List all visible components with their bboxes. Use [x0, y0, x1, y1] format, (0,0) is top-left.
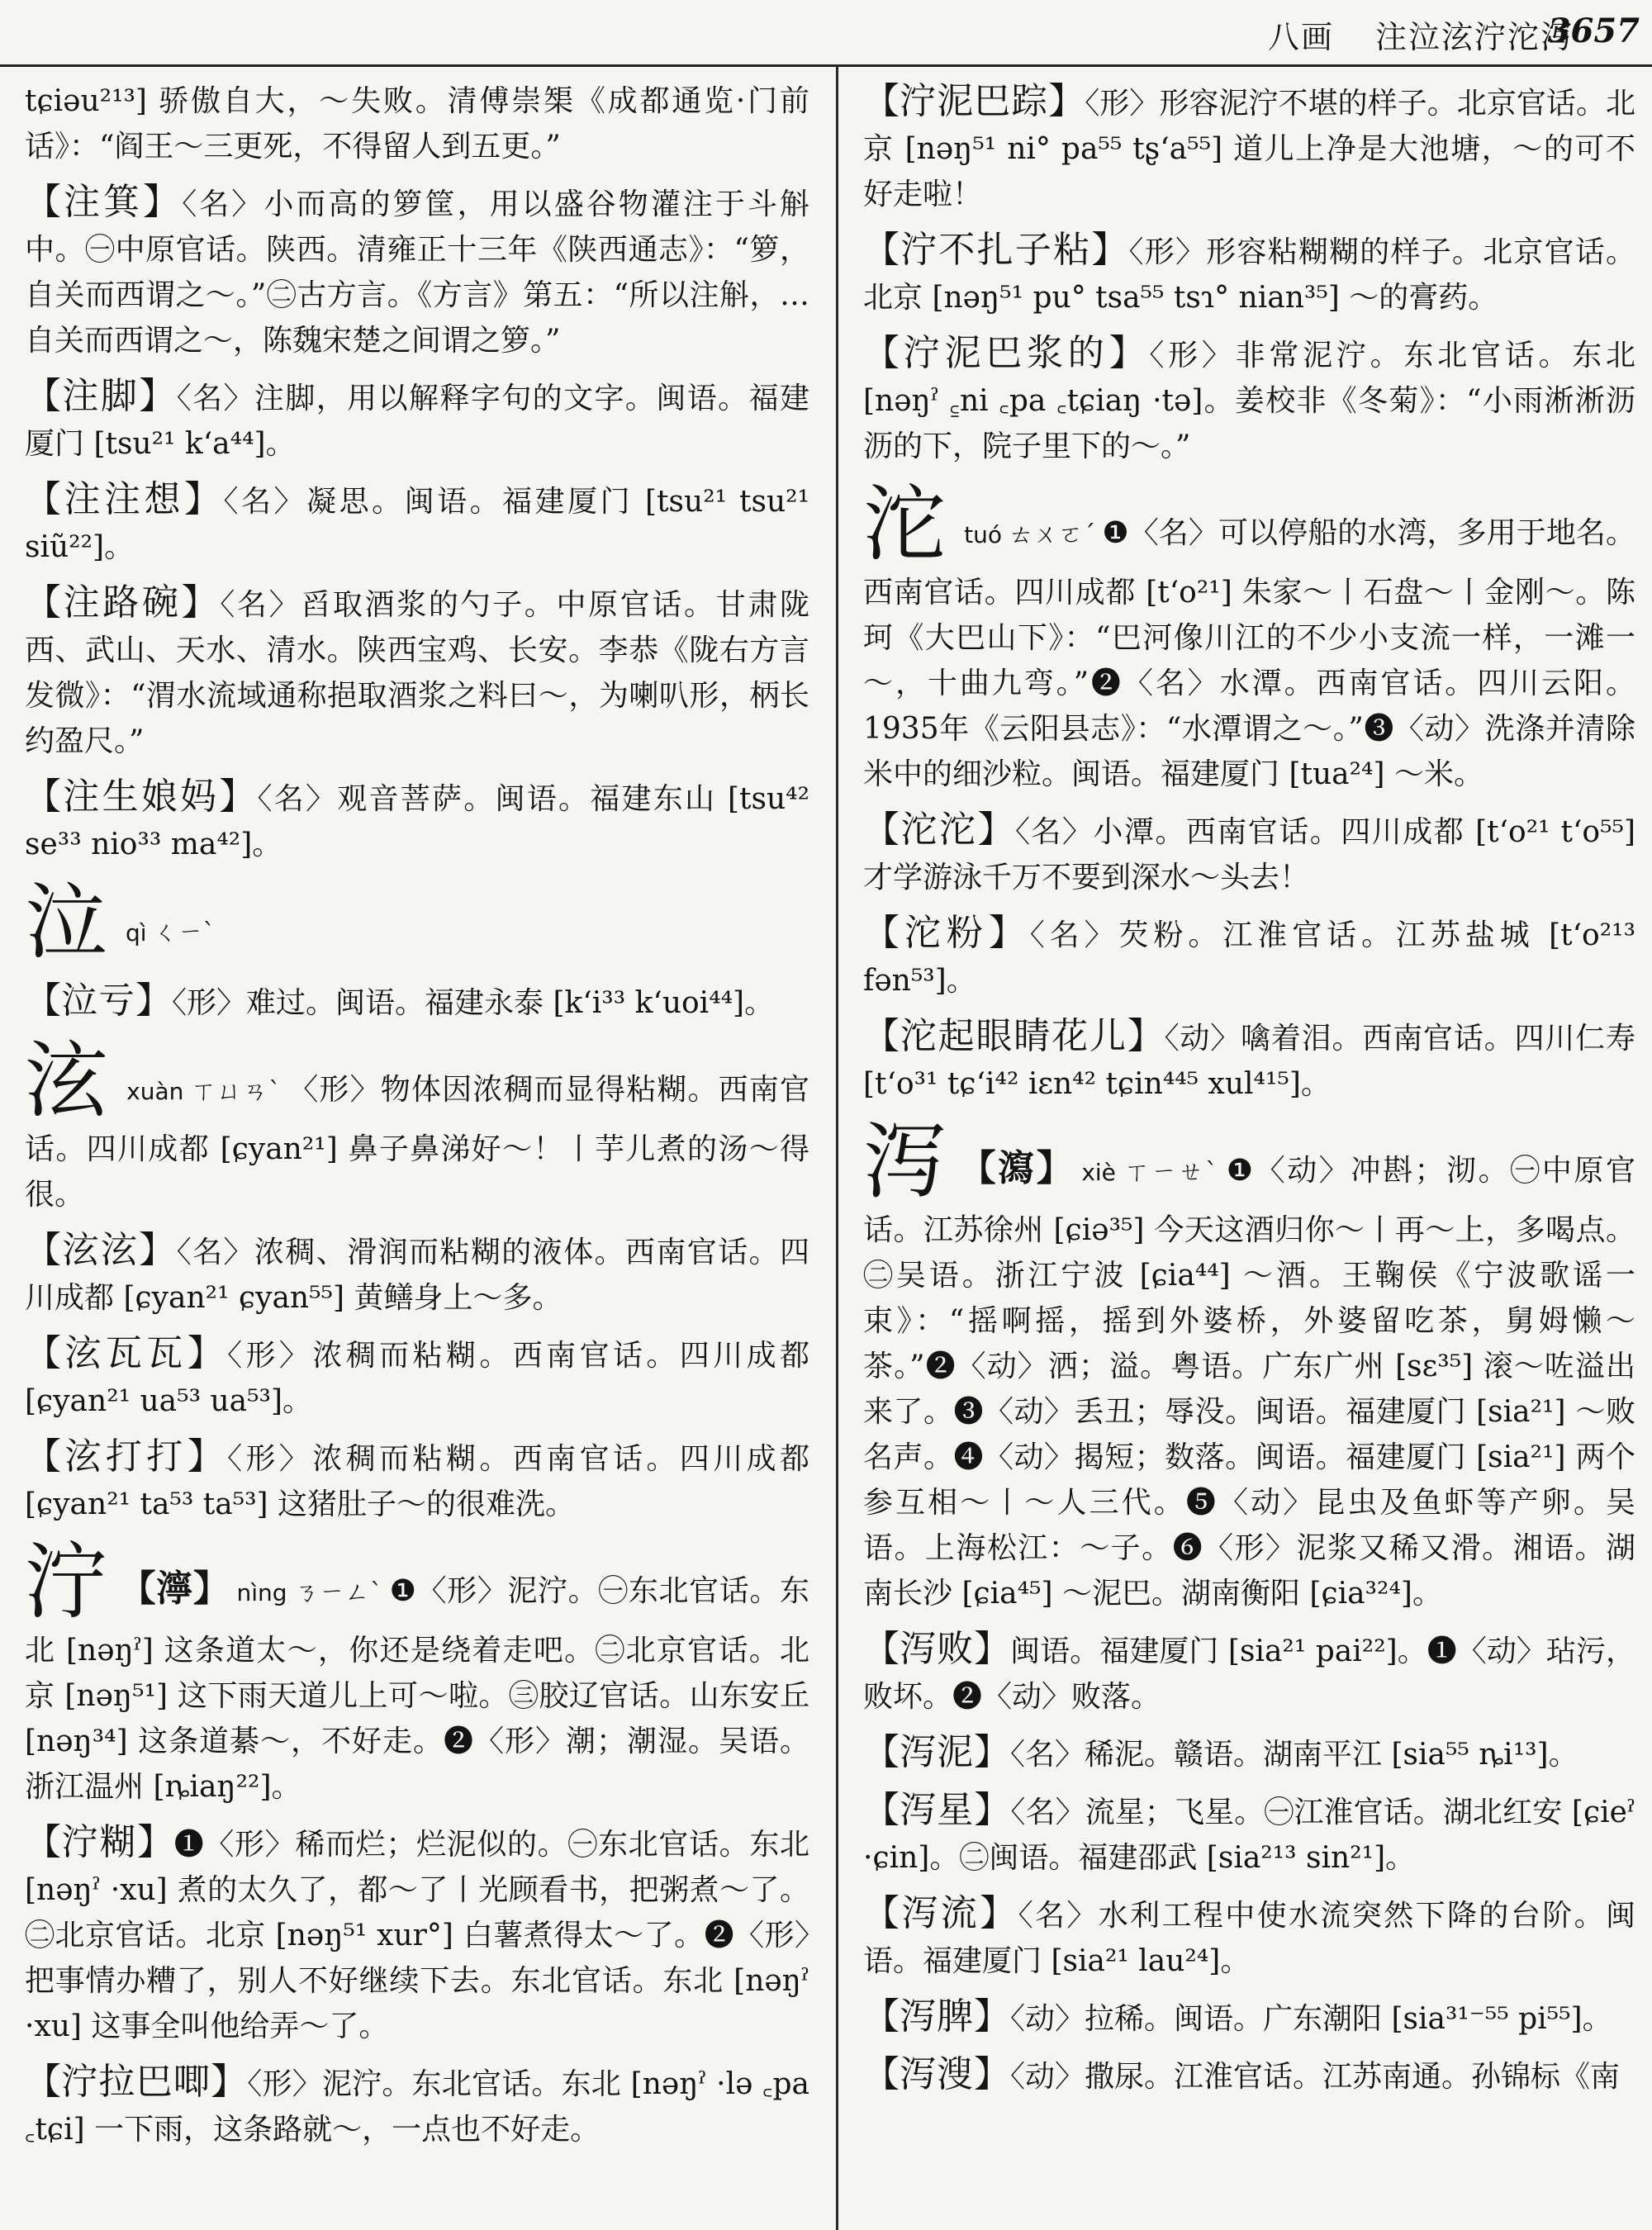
bracket-close: 】 — [184, 478, 224, 520]
bracket-open: 【 — [863, 1789, 900, 1831]
entry-term: 注路碗 — [63, 581, 182, 624]
headword-character: 泣 — [25, 874, 107, 970]
entry-term: 沱粉 — [904, 912, 989, 954]
entry-definition: 〈形〉形容粘糊糊的样子。北京官话。北京 [nəŋ⁵¹ pu° tsa⁵⁵ tsɿ° nian³⁵] ～的膏药。 — [863, 235, 1635, 315]
headword-character: 泻 — [863, 1113, 948, 1210]
bracket-close: 】 — [181, 581, 221, 624]
bracket-close: 】 — [137, 1821, 174, 1863]
entry-definition: ❶〈形〉稀而烂；烂泥似的。㊀东北官话。东北 [nəŋˀ ·xu] 煮的太久了，都～了丨光顾看书，把粥煮～了。㊁北京官话。北京 [nəŋ⁵¹ xur°] 白薯煮得太～了。❷〈形〉把事情办糟了，别人不好继续下去。东北官话。东北 [nəŋˀ ·xu] 这事全叫他给弄～了。 — [25, 1828, 809, 2043]
headword-bopomofo: ㄒㄩㄢˋ — [190, 1077, 282, 1106]
dictionary-entry — [863, 1994, 1635, 2042]
entry-term: 沱起眼睛花儿 — [900, 1015, 1127, 1057]
headword-character: 泞 — [25, 1534, 108, 1630]
entry-definition: 〈名〉稀泥。赣语。湖南平江 [sia⁵⁵ ȵi¹³]。 — [1010, 1738, 1578, 1772]
dictionary-entry — [863, 1626, 1635, 1720]
entry-definition: ❶〈形〉泥泞。㊀东北官话。东北 [nəŋˀ] 这条道太～，你还是绕着走吧。㊁北京官话。北京 [nəŋ⁵¹] 这下雨天道儿上可～啦。㊂胶辽官话。山东安丘 [nəŋ³⁴] 这条道綦～，不好走。❷〈形〉潮；潮湿。吴语。浙江温州 [ȵiaŋ²²]。 — [25, 1574, 809, 1804]
bracket-open: 【 — [25, 980, 61, 1022]
headword-character: 沱 — [863, 476, 947, 572]
bracket-close: 】 — [187, 1435, 228, 1478]
bracket-open: 【 — [863, 1015, 900, 1057]
headword-entry — [863, 1113, 1635, 1616]
entry-term: 沱沱 — [900, 809, 978, 851]
dictionary-entry — [25, 1434, 809, 1527]
traditional-form: 【瀉】 — [959, 1147, 1075, 1189]
dictionary-entry — [25, 477, 809, 570]
dictionary-entry — [863, 1891, 1635, 1984]
headword-pinyin: xiè — [1081, 1159, 1116, 1186]
dictionary-entry — [863, 1013, 1635, 1107]
entry-definition: 〈名〉流星；飞星。㊀江淮官话。湖北红安 [ɕieˀ ·ɕin]。㊁闽语。福建邵武 [sia²¹³ sin²¹]。 — [863, 1796, 1635, 1875]
entry-definition: 〈名〉注脚，用以解释字句的文字。闽语。福建厦门 [tsu²¹ k‘a⁴⁴]。 — [25, 382, 809, 461]
header-stroke-count: 八画 — [1267, 19, 1334, 55]
bracket-open: 【 — [863, 2053, 900, 2095]
entry-term: 注脚 — [62, 375, 140, 417]
bracket-close: 】 — [988, 912, 1030, 954]
entry-term: 泞泥巴踪 — [900, 80, 1049, 122]
bracket-open: 【 — [863, 1995, 900, 2038]
entry-definition: 〈名〉凝思。闽语。福建厦门 [tsu²¹ tsu²¹ siũ²²]。 — [25, 485, 809, 564]
dictionary-entry — [25, 373, 809, 467]
entry-term: 注生娘妈 — [63, 776, 220, 818]
bracket-close: 】 — [1127, 1015, 1165, 1057]
headword-bopomofo: ㄑㄧˋ — [153, 918, 216, 947]
entry-definition: 〈名〉小而高的箩筐，用以盛谷物灌注于斗斛中。㊀中原官话。陕西。清雍正十三年《陕西通志》：“箩，自关而西谓之～。”㊁古方言。《方言》第五：“所以注斛，…自关而西谓之～，陈魏宋楚之间谓之箩。” — [25, 187, 809, 358]
bracket-close: 】 — [974, 1995, 1010, 2038]
entry-definition: ❶〈动〉冲斟；沏。㊀中原官话。江苏徐州 [ɕiə³⁵] 今天这酒归你～丨再～上，多喝点。㊁吴语。浙江宁波 [ɕia⁴⁴] ～酒。王鞠侯《宁波歌谣一束》：“摇啊摇，摇到外婆桥，外婆留吃茶，舅姆懒～茶。”❷〈动〉洒；溢。粤语。广东广州 [sɛ³⁵] 滚～咗溢出来了。❸〈动〉丢丑；辱没。闽语。福建厦门 [sia²¹] ～败名声。❹〈动〉揭短；数落。闽语。福建厦门 [sia²¹] 两个参互相～丨～人三代。❺〈动〉昆虫及鱼虾等产卵。吴语。上海松江：～子。❻〈形〉泥浆又稀又滑。湘语。湖南长沙 [ɕia⁴⁵] ～泥巴。湖南衡阳 [ɕia³²⁴]。 — [863, 1154, 1635, 1611]
bracket-close: 】 — [974, 1628, 1011, 1670]
entry-definition: 〈形〉形容泥泞不堪的样子。北京官话。北京 [nəŋ⁵¹ ni° pa⁵⁵ tʂ‘a⁵⁵] 道儿上净是大池塘，～的可不好走啦！ — [863, 87, 1635, 211]
bracket-open: 【 — [25, 1332, 65, 1374]
entry-definition: 〈形〉物体因浓稠而显得粘糊。西南官话。四川成都 [ɕyan²¹] 鼻子鼻涕好～！丨芋儿煮的汤～得很。 — [25, 1073, 809, 1212]
headword-entry — [25, 1032, 809, 1217]
headword-entry — [25, 874, 809, 970]
entry-definition: 〈形〉浓稠而粘糊。西南官话。四川成都 [ɕyan²¹ ta⁵³ ta⁵³] 这猪肚子～的很难洗。 — [25, 1442, 809, 1521]
page-number: 3657 — [1547, 12, 1640, 50]
entry-term: 注箕 — [64, 181, 144, 223]
headword-bopomofo: ㄋㄧㄥˋ — [293, 1578, 383, 1607]
bracket-open: 【 — [25, 478, 64, 520]
dictionary-entry — [863, 330, 1635, 469]
entry-definition: 〈形〉泥泞。东北官话。东北 [nəŋˀ ·lə ꜀pa ꜀tɕi] 一下雨，这条路就～，一点也不好走。 — [25, 2067, 809, 2147]
dictionary-entry — [863, 78, 1635, 217]
dictionary-entry — [863, 807, 1635, 900]
entry-definition: 〈形〉浓稠而粘糊。西南官话。四川成都 [ɕyan²¹ ua⁵³ ua⁵³]。 — [25, 1339, 809, 1418]
bracket-open: 【 — [863, 809, 901, 851]
entry-definition: 〈名〉舀取酒浆的勺子。中原官话。甘肃陇西、武山、天水、清水。陕西宝鸡、长安。李恭《陇右方言发微》：“渭水流域通称挹取酒浆之料曰～，为喇叭形，柄长约盈尺。” — [25, 588, 809, 758]
dictionary-entry — [863, 227, 1635, 320]
dictionary-entry — [25, 2059, 809, 2152]
bracket-open: 【 — [25, 2061, 62, 2103]
entry-continuation: tɕiəu²¹³] 骄傲自大，～失败。清傅崇榘《成都通览·门前话》：“阎王～三更死，不得留人到五更。” — [25, 84, 809, 164]
bracket-close: 】 — [219, 776, 258, 818]
entry-term: 泻溲 — [900, 2053, 974, 2095]
entry-definition: 〈动〉拉稀。闽语。广东潮阳 [sia³¹⁻⁵⁵ pi⁵⁵]。 — [1010, 2002, 1612, 2036]
entry-term: 泻星 — [900, 1789, 975, 1831]
entry-definition: 闽语。福建厦门 [sia²¹ pai²²]。❶〈动〉玷污，败坏。❷〈动〉败落。 — [863, 1635, 1635, 1714]
entry-definition: 〈形〉非常泥泞。东北官话。东北 [nəŋˀ ꜁ni ꜀pa ꜀tɕiaŋ ·tə]。姜校非《冬菊》：“小雨淅淅沥沥的下，院子里下的～。” — [863, 339, 1635, 463]
entry-definition: 〈名〉水利工程中使水流突然下降的台阶。闽语。福建厦门 [sia²¹ lau²⁴]。 — [863, 1899, 1635, 1978]
entry-definition: 〈名〉浓稠、滑润而粘糊的液体。西南官话。四川成都 [ɕyan²¹ ɕyan⁵⁵] 黄鳝身上～多。 — [25, 1236, 809, 1315]
headword-pinyin: qì — [126, 919, 147, 947]
entry-term: 泞泥巴浆的 — [903, 332, 1109, 374]
header-headwords: 注泣泫泞沱泻 — [1374, 19, 1574, 55]
traditional-form: 【濘】 — [119, 1568, 230, 1610]
bracket-close: 】 — [974, 1731, 1010, 1773]
entry-definition: 〈形〉难过。闽语。福建永泰 [k‘i³³ k‘uoi⁴⁴]。 — [172, 986, 775, 1020]
dictionary-entry — [25, 978, 809, 1026]
headword-entry — [863, 476, 1635, 797]
dictionary-entry — [863, 1787, 1635, 1881]
bracket-open: 【 — [25, 181, 64, 223]
bracket-close: 】 — [187, 1332, 228, 1374]
bracket-open: 【 — [25, 1229, 63, 1271]
entry-term: 泻泥 — [900, 1731, 974, 1773]
bracket-open: 【 — [863, 332, 904, 374]
header-section-label — [1268, 12, 1574, 57]
entry-definition: ❶〈名〉可以停船的水湾，多用于地名。西南官话。四川成都 [t‘o²¹] 朱家～丨石盘～丨金刚～。陈珂《大巴山下》：“巴河像川江的不少小支流一样，一滩一～，十曲九弯。”❷〈名〉水潭。西南官话。四川云阳。1935年《云阳县志》：“水潭谓之～。”❸〈动〉洗涤并清除米中的细沙粒。闽语。福建厦门 [tua²⁴] ～米。 — [863, 516, 1635, 791]
entry-term: 泫泫 — [62, 1229, 140, 1271]
bracket-open: 【 — [863, 80, 900, 122]
bracket-open: 【 — [25, 776, 64, 818]
entry-term: 泣亏 — [61, 980, 135, 1022]
bracket-close: 】 — [980, 1892, 1018, 1934]
headword-bopomofo: ㄊㄨㄛˊ — [1008, 520, 1096, 549]
page-header — [0, 0, 1652, 67]
dictionary-entry — [863, 1729, 1635, 1777]
dictionary-entry — [25, 774, 809, 867]
headword-pinyin: nìng — [236, 1579, 287, 1606]
dictionary-entry — [25, 1331, 809, 1424]
entry-term: 泞糊 — [61, 1821, 138, 1863]
entry-term: 泞拉巴唧 — [61, 2061, 211, 2103]
bracket-close: 】 — [143, 181, 183, 223]
entry-definition: 〈动〉噙着泪。西南官话。四川仁寿 [t‘o³¹ tɕ‘i⁴² iɛn⁴² tɕin⁴⁴⁵ xul⁴¹⁵]。 — [863, 1022, 1635, 1101]
headword-character: 泫 — [25, 1032, 109, 1129]
entry-definition: 〈名〉小潭。西南官话。四川成都 [t‘o²¹ t‘o⁵⁵] 才学游泳千万不要到深水～头去！ — [863, 815, 1635, 894]
bracket-close: 】 — [1048, 80, 1085, 122]
bracket-open: 【 — [25, 1821, 62, 1863]
entry-term: 泫打打 — [64, 1435, 188, 1478]
bracket-open: 【 — [863, 1892, 902, 1934]
bracket-open: 【 — [863, 229, 901, 271]
bracket-close: 】 — [974, 1789, 1011, 1831]
entry-definition: 〈名〉观音菩萨。闽语。福建东山 [tsu⁴² se³³ nio³³ ma⁴²]。 — [25, 782, 809, 861]
bracket-close: 】 — [139, 375, 177, 417]
entry-term: 泻败 — [900, 1628, 975, 1670]
bracket-open: 【 — [863, 1731, 900, 1773]
entry-definition: 〈动〉撒尿。江淮官话。江苏南通。孙锦标《南 — [1010, 2060, 1621, 2094]
bracket-close: 】 — [211, 2061, 248, 2103]
dictionary-entry — [25, 580, 809, 764]
right-column — [863, 78, 1635, 2222]
bracket-open: 【 — [863, 1628, 900, 1670]
bracket-close: 】 — [1091, 229, 1129, 271]
bracket-open: 【 — [863, 912, 904, 954]
bracket-close: 】 — [977, 809, 1015, 851]
bracket-open: 【 — [25, 1435, 65, 1478]
dictionary-entry — [25, 179, 809, 363]
bracket-close: 】 — [135, 980, 172, 1022]
dictionary-entry — [25, 1820, 809, 2049]
headword-pinyin: tuó — [964, 521, 1002, 548]
bracket-close: 】 — [1108, 332, 1150, 374]
entry-term: 注注想 — [64, 478, 185, 520]
dictionary-entry — [863, 2052, 1635, 2100]
entry-term: 泫瓦瓦 — [64, 1332, 188, 1374]
left-column — [25, 78, 809, 2222]
headword-bopomofo: ㄒㄧㄝˋ — [1122, 1158, 1220, 1187]
entry-definition: 〈名〉芡粉。江淮官话。江苏盐城 [t‘o²¹³ fən⁵³]。 — [863, 918, 1635, 998]
entry-term: 泻脾 — [900, 1995, 974, 2038]
bracket-open: 【 — [25, 375, 63, 417]
dictionary-entry — [25, 1227, 809, 1321]
entry-term: 泻流 — [901, 1892, 980, 1934]
bracket-close: 】 — [974, 2053, 1010, 2095]
headword-entry — [25, 1534, 809, 1810]
dictionary-entry — [863, 910, 1635, 1004]
entry-term: 泞不扎子粘 — [900, 229, 1092, 271]
bracket-close: 】 — [139, 1229, 177, 1271]
bracket-open: 【 — [25, 581, 64, 624]
headword-pinyin: xuàn — [126, 1078, 184, 1105]
column-divider — [836, 66, 838, 2230]
